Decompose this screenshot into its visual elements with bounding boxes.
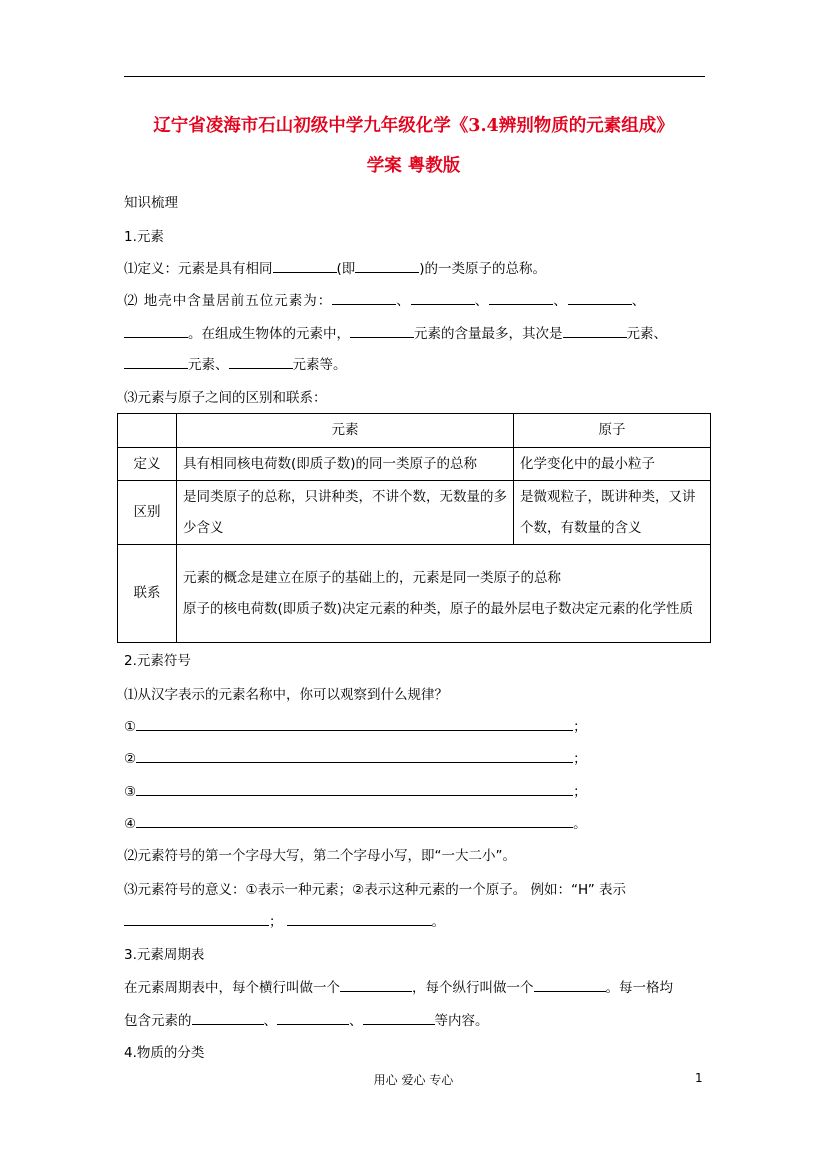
- def-text-b: (即: [336, 261, 356, 277]
- org-text-b: 元素的含量最多，其次是: [414, 326, 563, 342]
- blank: [136, 718, 573, 731]
- semi: ；: [269, 914, 283, 930]
- s1-heading: 1.元素: [124, 229, 164, 245]
- cell-def-element: 具有相同核电荷数(即质子数)的同一类原子的总称: [177, 448, 514, 481]
- table-header-atom: 原子: [514, 414, 711, 448]
- element-atom-table: [117, 413, 711, 643]
- marker: ②: [124, 751, 137, 767]
- semi: ；: [573, 719, 587, 735]
- s2-question-3: ⑶元素符号的意义：①表示一种元素；②表示这种元素的一个原子。 例如：“H” 表示: [124, 882, 627, 898]
- blank: [124, 356, 188, 369]
- blank: [136, 815, 573, 828]
- def-text-c: )的一类原子的总称。: [419, 261, 547, 277]
- s2-question-1: ⑴从汉字表示的元素名称中，你可以观察到什么规律？: [124, 687, 448, 703]
- blank: [355, 260, 419, 273]
- row-label-definition: 定义: [118, 448, 177, 481]
- blank: [411, 292, 475, 305]
- org-text-e: 元素等。: [292, 357, 347, 373]
- blank: [363, 1012, 435, 1025]
- s1-definition: [124, 259, 546, 279]
- blank: [124, 325, 188, 338]
- sep: 、: [631, 293, 647, 309]
- period: 。: [573, 816, 587, 832]
- marker: ③: [124, 784, 137, 800]
- s3-heading: 3.元素周期表: [124, 947, 205, 963]
- earth-text: ⑵ 地壳中含量居前五位元素为：: [124, 293, 333, 309]
- blank: [563, 325, 627, 338]
- blank: [273, 260, 337, 273]
- cell-relation: [177, 545, 711, 643]
- p2-text-a: 包含元素的: [124, 1013, 192, 1029]
- table-header-element: 元素: [177, 414, 514, 448]
- rule-answer-4: [124, 814, 587, 834]
- def-text-a: ⑴定义：元素是具有相同: [124, 261, 273, 277]
- s3-paragraph-2: [124, 1011, 489, 1031]
- rule-answer-2: [124, 749, 587, 769]
- s1-relation-heading: ⑶元素与原子之间的区别和联系：: [124, 390, 327, 406]
- row-label-difference: 区别: [118, 481, 177, 545]
- sep: 、: [263, 1013, 277, 1029]
- rule-answer-1: [124, 717, 587, 737]
- org-text-c: 元素、: [626, 326, 667, 342]
- sep: 、: [396, 293, 411, 309]
- cell-diff-atom: 是微观粒子，既讲种类，又讲个数，有数量的含义: [514, 481, 711, 545]
- s2-question-3-blanks: [124, 912, 445, 932]
- row-label-relation: 联系: [118, 545, 177, 643]
- doc-title-line2: 学案 粤教版: [366, 156, 461, 176]
- blank: [350, 325, 414, 338]
- blank: [340, 979, 412, 992]
- blank: [568, 292, 632, 305]
- blank: [192, 1012, 264, 1025]
- page-number: 1: [695, 1071, 703, 1085]
- relation-line-1: 元素的概念是建立在原子的基础上的，元素是同一类原子的总称: [183, 569, 561, 586]
- s3-paragraph-1: [124, 978, 673, 998]
- s2-question-2: ⑵元素符号的第一个字母大写，第二个字母小写，即“一大二小”。: [124, 848, 516, 864]
- rule-answer-3: [124, 782, 587, 802]
- page-footer: 用心 爱心 专心: [373, 1073, 454, 1087]
- s1-organism-elements: [124, 324, 667, 344]
- p1-text-b: ，每个纵行叫做一个: [412, 980, 534, 996]
- period: 。: [431, 914, 445, 930]
- semi: ；: [573, 784, 587, 800]
- section-label: 知识梳理: [124, 195, 178, 211]
- blank: [136, 750, 573, 763]
- blank: [136, 783, 573, 796]
- s1-organism-elements-2: [124, 355, 347, 375]
- blank: [534, 979, 606, 992]
- s1-earth-elements: [124, 291, 646, 311]
- sep: 、: [474, 293, 490, 309]
- table-corner: [118, 414, 177, 448]
- blank: [287, 913, 432, 926]
- org-text-a: 。在组成生物体的元素中，: [188, 326, 350, 342]
- semi: ；: [573, 751, 587, 767]
- blank: [124, 913, 269, 926]
- p1-text-c: 。每一格均: [605, 980, 673, 996]
- p2-text-b: 等内容。: [434, 1013, 489, 1029]
- blank: [277, 1012, 349, 1025]
- blank: [332, 292, 396, 305]
- sep: 、: [553, 293, 568, 309]
- marker: ①: [124, 719, 137, 735]
- doc-title-line1: 辽宁省凌海市石山初级中学九年级化学《3.4辨别物质的元素组成》: [153, 116, 674, 136]
- cell-def-atom: 化学变化中的最小粒子: [514, 448, 711, 481]
- relation-line-2: 原子的核电荷数(即质子数)决定元素的种类，原子的最外层电子数决定元素的化学性质: [183, 600, 694, 617]
- sep: 、: [349, 1013, 363, 1029]
- p1-text-a: 在元素周期表中，每个横行叫做一个: [124, 980, 340, 996]
- s2-heading: 2.元素符号: [124, 653, 191, 669]
- header-rule: [124, 76, 705, 77]
- org-text-d: 元素、: [188, 357, 229, 373]
- blank: [229, 356, 293, 369]
- marker: ④: [124, 816, 137, 832]
- s4-heading: 4.物质的分类: [124, 1045, 205, 1061]
- blank: [489, 292, 553, 305]
- cell-diff-element: 是同类原子的总称，只讲种类，不讲个数，无数量的多少含义: [177, 481, 514, 545]
